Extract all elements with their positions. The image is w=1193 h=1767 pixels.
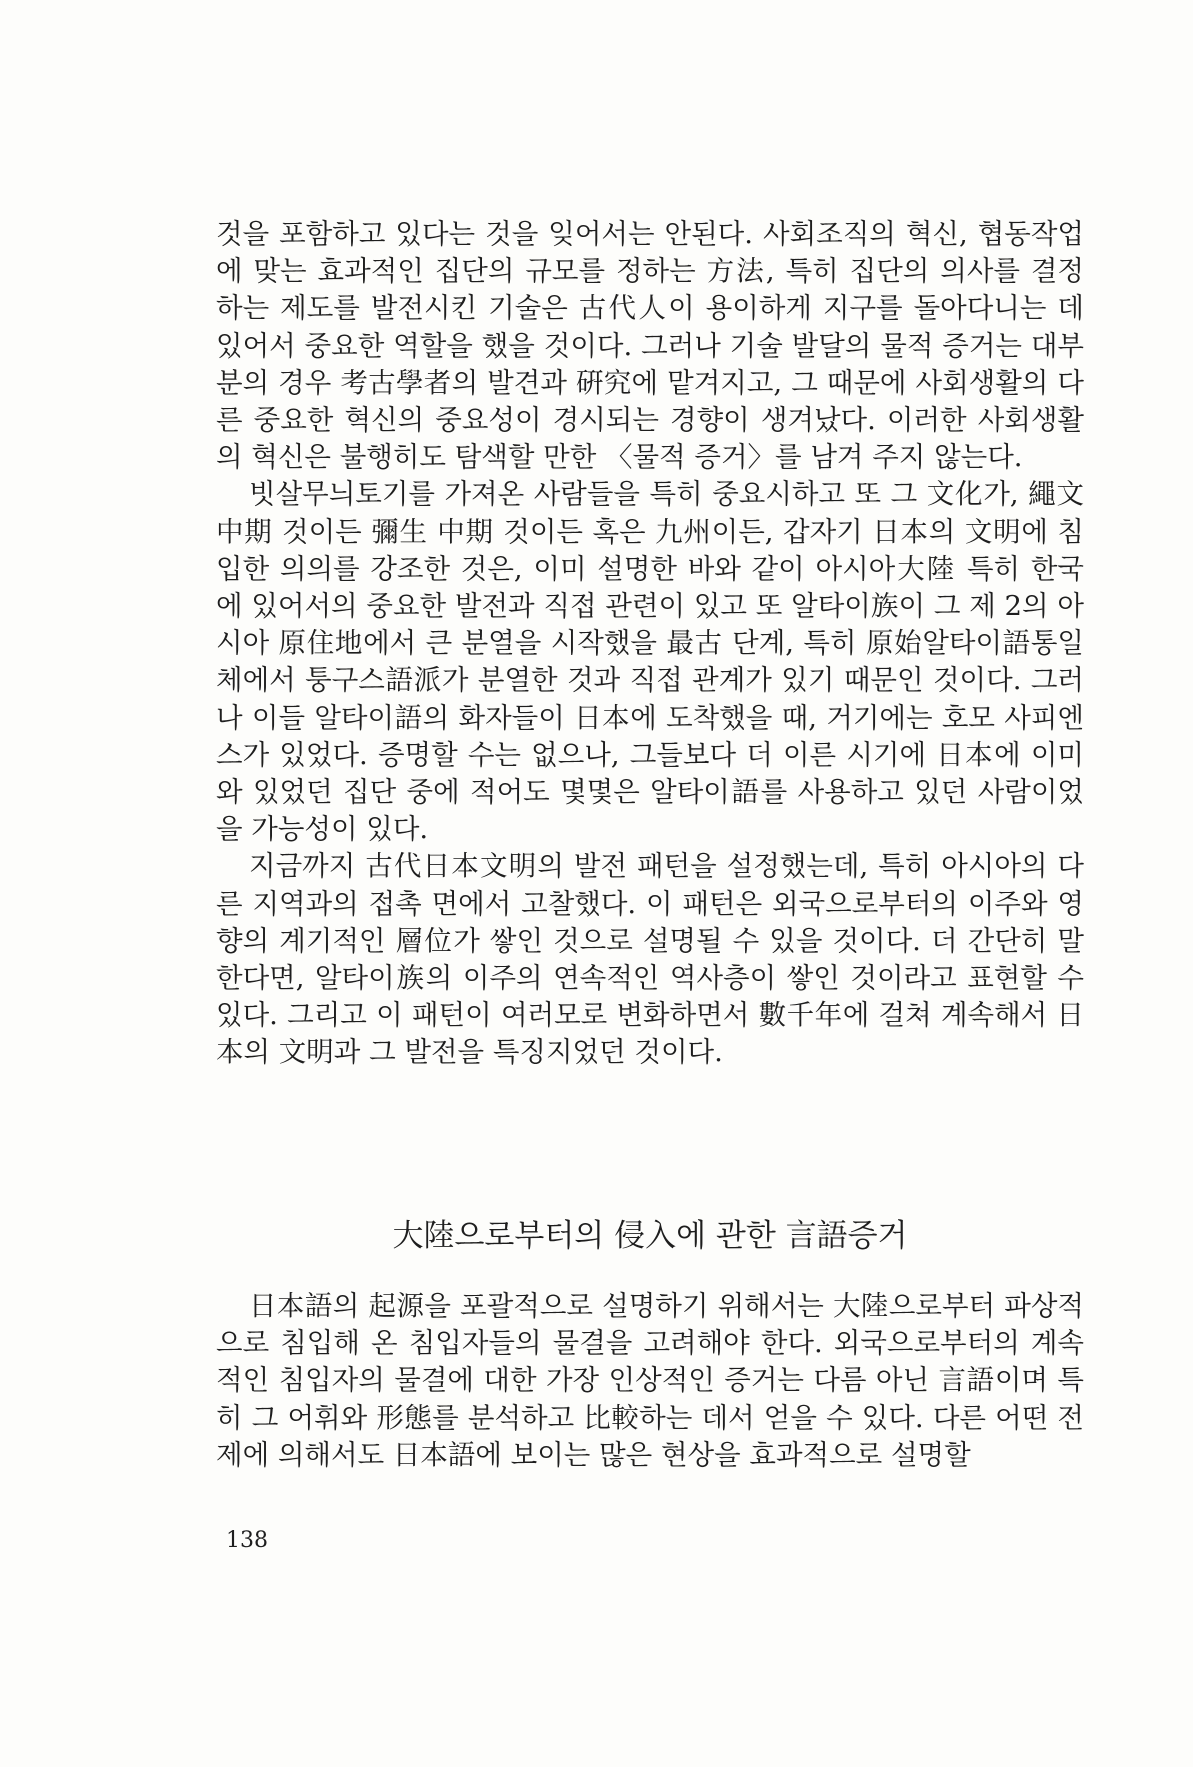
paragraph-3: 지금까지 古代日本文明의 발전 패턴을 설정했는데, 특히 아시아의 다른 지역과의 접촉 면에서 고찰했다. 이 패턴은 외국으로부터의 이주와 영향의 계기적인 層位가 쌓인 것으로 설명될 수 있을 것이다. 더 간단히 말한다면, 알타이族의 이주의 연속적인 역사층이 쌓인 것이라고 표현할 수 있다. 그리고 이 패턴이 여러모로 변화하면서 數千年에 걸쳐 계속해서 日本의 文明과 그 발전을 특징지었던 것이다. — [216, 850, 1084, 1069]
body-text-bottom — [216, 1288, 1084, 1474]
section-heading: 大陸으로부터의 侵入에 관한 言語증거 — [392, 1218, 908, 1254]
body-text-top — [216, 216, 1084, 1072]
page-number: 138 — [226, 1528, 268, 1553]
paragraph-4: 日本語의 起源을 포괄적으로 설명하기 위해서는 大陸으로부터 파상적으로 침입해 온 침입자들의 물결을 고려해야 한다. 외국으로부터의 계속적인 침입자의 물결에 대한 가장 인상적인 증거는 다름 아닌 言語이며 특히 그 어휘와 形態를 분석하고 比較하는 데서 얻을 수 있다. 다른 어떤 전제에 의해서도 日本語에 보이는 많은 현상을 효과적으로 설명할 — [216, 1290, 1084, 1471]
paragraph-1: 것을 포함하고 있다는 것을 잊어서는 안된다. 사회조직의 혁신, 협동작업에 맞는 효과적인 집단의 규모를 정하는 方法, 특히 집단의 의사를 결정하는 제도를 발전시킨 기술은 古代人이 용이하게 지구를 돌아다니는 데 있어서 중요한 역할을 했을 것이다. 그러나 기술 발달의 물적 증거는 대부분의 경우 考古學者의 발견과 硏究에 맡겨지고, 그 때문에 사회생활의 다른 중요한 혁신의 중요성이 경시되는 경향이 생겨났다. 이러한 사회생활의 혁신은 불행히도 탐색할 만한 〈물적 증거〉를 남겨 주지 않는다. — [216, 218, 1084, 474]
paragraph-2: 빗살무늬토기를 가져온 사람들을 특히 중요시하고 또 그 文化가, 繩文 中期 것이든 彌生 中期 것이든 혹은 九州이든, 갑자기 日本의 文明에 침입한 의의를 강조한 것은, 이미 설명한 바와 같이 아시아大陸 특히 한국에 있어서의 중요한 발전과 직접 관련이 있고 또 알타이族이 그 제 2의 아시아 原住地에서 큰 분열을 시작했을 最古 단계, 특히 原始알타이語통일체에서 퉁구스語派가 분열한 것과 직접 관계가 있기 때문인 것이다. 그러나 이들 알타이語의 화자들이 日本에 도착했을 때, 거기에는 호모 사피엔스가 있었다. 증명할 수는 없으나, 그들보다 더 이른 시기에 日本에 이미 와 있었던 집단 중에 적어도 몇몇은 알타이語를 사용하고 있던 사람이었을 가능성이 있다. — [216, 478, 1084, 846]
